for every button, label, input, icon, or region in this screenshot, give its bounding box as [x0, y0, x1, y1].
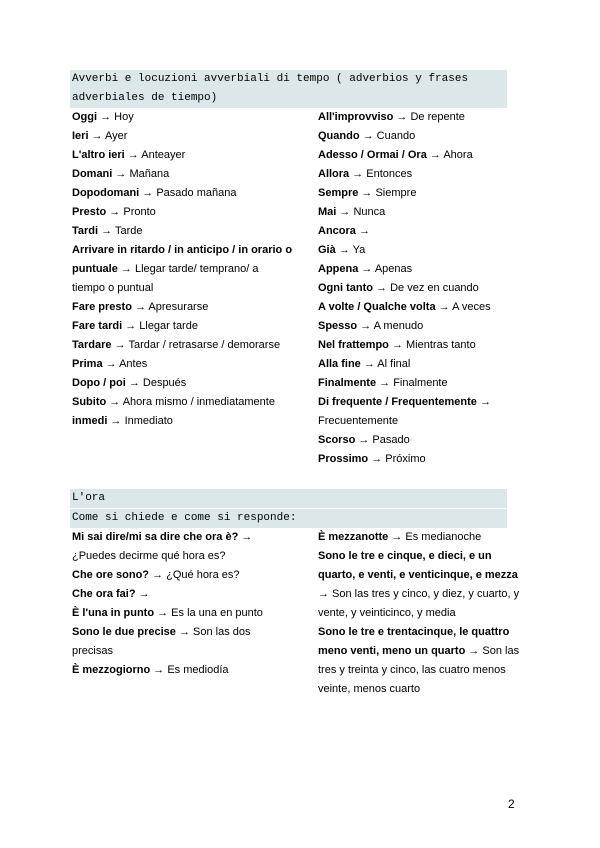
spanish-translation: → Es medianoche — [388, 531, 482, 543]
spanish-translation: → Pronto — [106, 206, 156, 218]
italian-term: Quando — [318, 130, 360, 142]
vocab-entry — [318, 127, 520, 146]
spanish-translation: → A veces — [435, 301, 491, 313]
time-left-column — [72, 528, 294, 680]
vocab-entry — [72, 355, 294, 374]
vocab-entry — [72, 298, 294, 317]
italian-term: Ogni tanto — [318, 282, 373, 294]
italian-term: È mezzogiorno — [72, 664, 151, 676]
italian-term: Ancora — [318, 225, 356, 237]
italian-term: Domani — [72, 168, 113, 180]
spanish-translation: → Inmediato — [107, 415, 173, 427]
page-number: 2 — [508, 797, 515, 811]
italian-term: L'altro ieri — [72, 149, 125, 161]
spanish-translation: → Pasado — [355, 434, 410, 446]
vocab-entry — [318, 108, 520, 127]
italian-term: Mi sai dire/mi sa dire che ora è? — [72, 531, 239, 543]
vocab-entry — [72, 374, 294, 393]
vocab-entry — [318, 165, 520, 184]
italian-term: Ieri — [72, 130, 89, 142]
italian-term: All'improvviso — [318, 111, 394, 123]
spanish-translation: → Ahora — [426, 149, 473, 161]
vocab-entry — [318, 393, 520, 431]
vocab-entry — [318, 623, 520, 699]
vocab-entry — [72, 528, 294, 566]
italian-term: Tardare — [72, 339, 112, 351]
spanish-translation: → Tardar / retrasarse / demorarse — [111, 339, 281, 351]
heading-line: L'ora — [72, 492, 106, 504]
vocab-entry — [72, 184, 294, 203]
spanish-translation: → Entonces — [349, 168, 413, 180]
italian-term: Alla fine — [318, 358, 361, 370]
italian-term: inmedi — [72, 415, 108, 427]
spanish-translation: → Próximo — [368, 453, 426, 465]
italian-term: Presto — [72, 206, 107, 218]
spanish-translation: → Llegar tarde/ temprano/ a tiempo o puntual — [72, 263, 259, 294]
vocab-entry — [318, 450, 520, 469]
spanish-translation: → Ayer — [88, 130, 128, 142]
italian-term: Finalmente — [318, 377, 377, 389]
italian-term: Prossimo — [318, 453, 369, 465]
italian-term: Di frequente / Frequentemente — [318, 396, 477, 408]
vocab-entry — [72, 165, 294, 184]
adverbs-right-column — [318, 108, 520, 469]
italian-term: Dopodomani — [72, 187, 140, 199]
spanish-translation: → — [135, 588, 150, 600]
vocab-entry — [318, 184, 520, 203]
section-heading-time — [70, 489, 507, 508]
italian-term: Fare presto — [72, 301, 132, 313]
vocab-entry — [72, 108, 294, 127]
spanish-translation: → Anteayer — [124, 149, 186, 161]
italian-term: Prima — [72, 358, 103, 370]
italian-term: Allora — [318, 168, 350, 180]
spanish-translation: → Nunca — [336, 206, 386, 218]
vocab-entry — [72, 222, 294, 241]
italian-term: Tardi — [72, 225, 99, 237]
spanish-translation: → Finalmente — [376, 377, 448, 389]
vocab-entry — [318, 317, 520, 336]
italian-term: Adesso / Ormai / Ora — [318, 149, 427, 161]
italian-term: Oggi — [72, 111, 98, 123]
spanish-translation: → Después — [125, 377, 187, 389]
italian-term: Spesso — [318, 320, 358, 332]
italian-term: È mezzanotte — [318, 531, 389, 543]
italian-term: Appena — [318, 263, 359, 275]
vocab-entry — [72, 336, 294, 355]
heading-line: Come si chiede e come si responde: — [72, 512, 297, 524]
spanish-translation: → — [355, 225, 370, 237]
spanish-translation: → Llegar tarde — [122, 320, 198, 332]
vocab-entry — [318, 146, 520, 165]
spanish-translation: → Hoy — [97, 111, 134, 123]
italian-term: Arrivare in ritardo / in anticipo / in orario o puntuale — [72, 244, 293, 275]
heading-line: adverbiales de tiempo) — [72, 92, 218, 104]
time-right-column — [318, 528, 520, 699]
spanish-translation: → Apenas — [358, 263, 413, 275]
spanish-translation: → Siempre — [358, 187, 417, 199]
vocab-entry — [72, 241, 294, 298]
italian-term: È l'una in punto — [72, 607, 155, 619]
spanish-translation: → A menudo — [357, 320, 424, 332]
section-heading-adverbs — [70, 70, 507, 108]
spanish-translation: → Al final — [360, 358, 411, 370]
spanish-translation: → Es mediodía — [150, 664, 229, 676]
spanish-translation: → Son las dos precisas — [72, 626, 251, 657]
spanish-translation: → Frecuentemente — [318, 396, 491, 427]
vocab-entry — [318, 336, 520, 355]
italian-term: A volte / Qualche volta — [318, 301, 436, 313]
vocab-entry — [318, 279, 520, 298]
spanish-translation: → De vez en cuando — [373, 282, 479, 294]
spanish-translation: → Mañana — [112, 168, 170, 180]
italian-term: Subito — [72, 396, 107, 408]
italian-term: Sempre — [318, 187, 359, 199]
spanish-translation: → Tarde — [98, 225, 143, 237]
italian-term: Sono le tre e trentacinque, le quattro meno venti, meno un quarto — [318, 626, 510, 657]
spanish-translation: → ¿Puedes decirme qué hora es? — [72, 531, 253, 562]
vocab-entry — [318, 528, 520, 547]
vocab-entry — [318, 547, 520, 623]
adverbs-left-column — [72, 108, 294, 431]
spanish-translation: → Cuando — [359, 130, 416, 142]
italian-term: Sono le due precise — [72, 626, 176, 638]
italian-term: Già — [318, 244, 336, 256]
vocab-entry — [72, 585, 294, 604]
vocab-entry — [318, 374, 520, 393]
vocab-entry — [318, 222, 520, 241]
italian-term: Che ora fai? — [72, 588, 136, 600]
italian-term: Sono le tre e cinque, e dieci, e un quarto, e venti, e venticinque, e mezza — [318, 550, 518, 581]
vocab-entry — [72, 146, 294, 165]
section-subheading — [70, 509, 507, 528]
spanish-translation: → Es la una en punto — [154, 607, 263, 619]
spanish-translation: → Mientras tanto — [388, 339, 476, 351]
vocab-entry — [318, 355, 520, 374]
vocab-entry — [72, 203, 294, 222]
vocab-entry — [318, 431, 520, 450]
vocab-entry — [318, 241, 520, 260]
italian-term: Nel frattempo — [318, 339, 389, 351]
spanish-translation: → Antes — [102, 358, 148, 370]
spanish-translation: → Son las tres y cinco, y diez, y cuarto, y vente, y veinticinco, y media — [318, 588, 520, 619]
italian-term: Scorso — [318, 434, 356, 446]
vocab-entry — [72, 127, 294, 146]
spanish-translation: → Ya — [335, 244, 366, 256]
spanish-translation: → Apresurarse — [131, 301, 209, 313]
spanish-translation: → Son las tres y treinta y cinco, las cuatro menos veinte, menos cuarto — [318, 645, 520, 695]
vocab-entry — [72, 393, 294, 412]
spanish-translation: → Ahora mismo / inmediatamente — [106, 396, 275, 408]
vocab-entry — [72, 412, 294, 431]
italian-term: Che ore sono? — [72, 569, 150, 581]
vocab-entry — [72, 566, 294, 585]
vocab-entry — [72, 317, 294, 336]
italian-term: Fare tardi — [72, 320, 123, 332]
vocab-entry — [318, 260, 520, 279]
vocab-entry — [318, 298, 520, 317]
heading-line: Avverbi e locuzioni avverbiali di tempo ( adverbios y frases — [72, 73, 469, 85]
italian-term: Dopo / poi — [72, 377, 126, 389]
vocab-entry — [72, 661, 294, 680]
spanish-translation: → De repente — [393, 111, 465, 123]
vocab-entry — [318, 203, 520, 222]
vocab-entry — [72, 623, 294, 661]
italian-term: Mai — [318, 206, 337, 218]
spanish-translation: → Pasado mañana — [139, 187, 237, 199]
spanish-translation: → ¿Qué hora es? — [149, 569, 240, 581]
vocab-entry — [72, 604, 294, 623]
